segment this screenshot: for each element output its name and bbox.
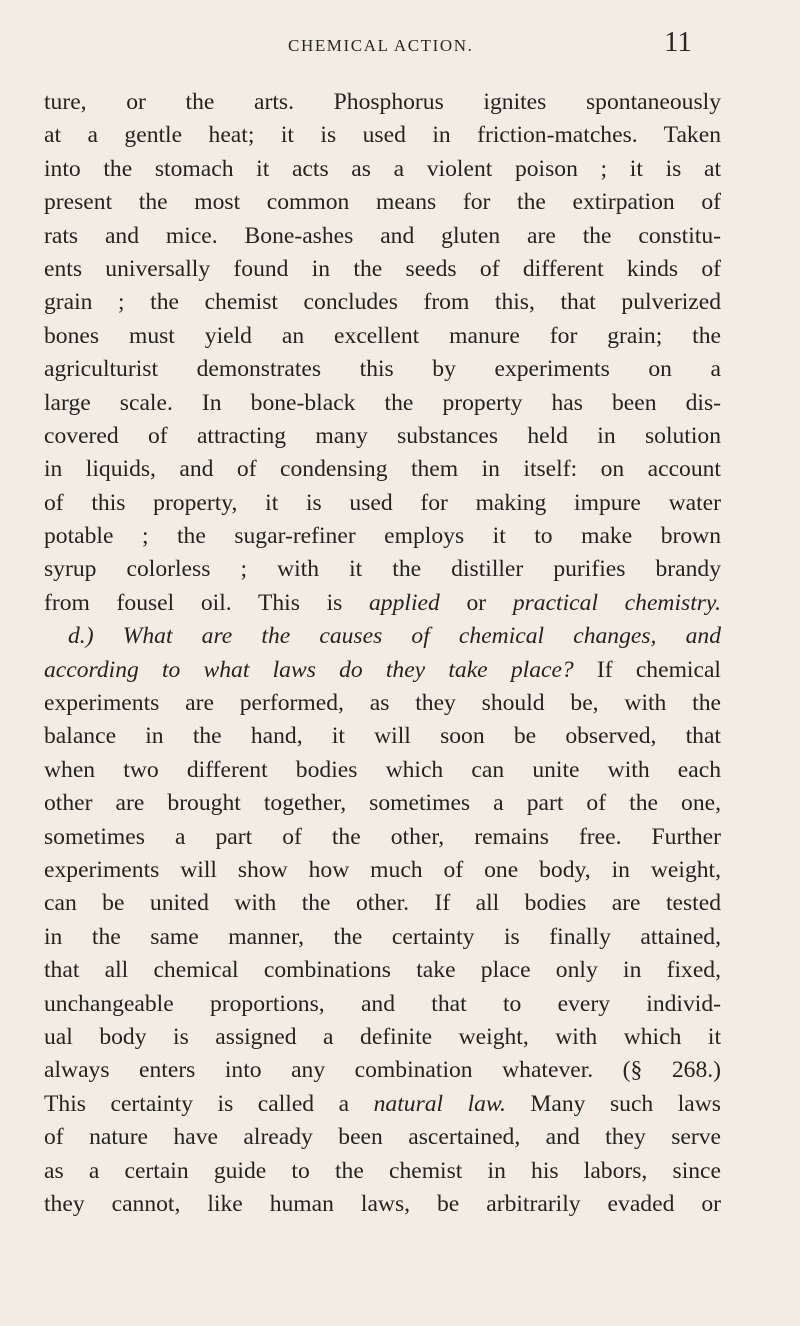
text-segment: This certainty is called a (44, 1090, 374, 1117)
text-line: of this property, it is used for making impure water (44, 489, 721, 516)
text-segment: from fousel oil. This is (44, 589, 343, 616)
text-line (44, 654, 721, 687)
text-line: syrup colorless ; with it the distiller purifies brandy (44, 556, 721, 583)
text-line (44, 1088, 721, 1121)
emphasis-natural-law: natural law. (373, 1090, 506, 1117)
text-line: unchangeable proportions, and that to every individ- (44, 990, 721, 1017)
text-line: at a gentle heat; it is used in friction-matches. Taken (44, 122, 721, 149)
text-line: sometimes a part of the other, remains free. Further (44, 823, 721, 850)
text-line: of nature have already been ascertained, and they serve (44, 1124, 721, 1151)
body-text (44, 86, 721, 1221)
text-line: covered of attracting many substances held in solution (44, 422, 721, 449)
text-line: present the most common means for the extirpation of (44, 189, 721, 216)
text-line: rats and mice. Bone-ashes and gluten are the constitu- (44, 222, 721, 249)
text-line: other are brought together, sometimes a part of the one, (44, 790, 721, 817)
text-line: in the same manner, the certainty is finally attained, (44, 923, 721, 950)
text-line: in liquids, and of condensing them in itself: on account (44, 456, 721, 483)
page-number: 11 (664, 26, 692, 58)
section-question: d.) What are the causes of chemical changes, and (68, 623, 721, 650)
text-line: ture, or the arts. Phosphorus ignites spontaneously (44, 89, 721, 115)
text-segment: or (439, 589, 513, 616)
emphasis-practical-chemistry: practical chemistry. (512, 589, 721, 616)
text-line: as a certain guide to the chemist in his labors, since (44, 1157, 721, 1184)
running-head-title: CHEMICAL ACTION. (288, 36, 474, 55)
section-question-line (44, 620, 721, 653)
text-line: when two different bodies which can unite with each (44, 756, 721, 783)
emphasis-applied: applied (369, 589, 440, 616)
text-line: experiments will show how much of one body, in weight, (44, 856, 721, 883)
text-line: potable ; the sugar-refiner employs it to make brown (44, 523, 721, 550)
text-line: grain ; the chemist concludes from this, that pulverized (44, 289, 721, 316)
text-line: ents universally found in the seeds of different kinds of (44, 255, 721, 282)
section-question-continued: according to what laws do they take place? (44, 656, 574, 683)
text-line: always enters into any combination whatever. (§ 268.) (44, 1057, 721, 1084)
text-line (44, 587, 721, 620)
running-head (0, 26, 800, 62)
text-line: can be united with the other. If all bodies are tested (44, 890, 721, 917)
text-line: experiments are performed, as they should be, with the (44, 690, 721, 717)
text-line: into the stomach it acts as a violent poison ; it is at (44, 155, 721, 182)
text-line: bones must yield an excellent manure for grain; the (44, 322, 721, 349)
text-line: they cannot, like human laws, be arbitrarily evaded or (44, 1190, 721, 1217)
text-segment: If chemical (573, 656, 721, 683)
text-line: balance in the hand, it will soon be observed, that (44, 723, 721, 750)
text-line: ual body is assigned a definite weight, with which it (44, 1023, 721, 1050)
text-segment: Many such laws (505, 1090, 721, 1117)
text-line: that all chemical combinations take place only in fixed, (44, 957, 721, 984)
text-line: large scale. In bone-black the property has been dis- (44, 389, 721, 416)
text-line: agriculturist demonstrates this by experiments on a (44, 356, 721, 383)
